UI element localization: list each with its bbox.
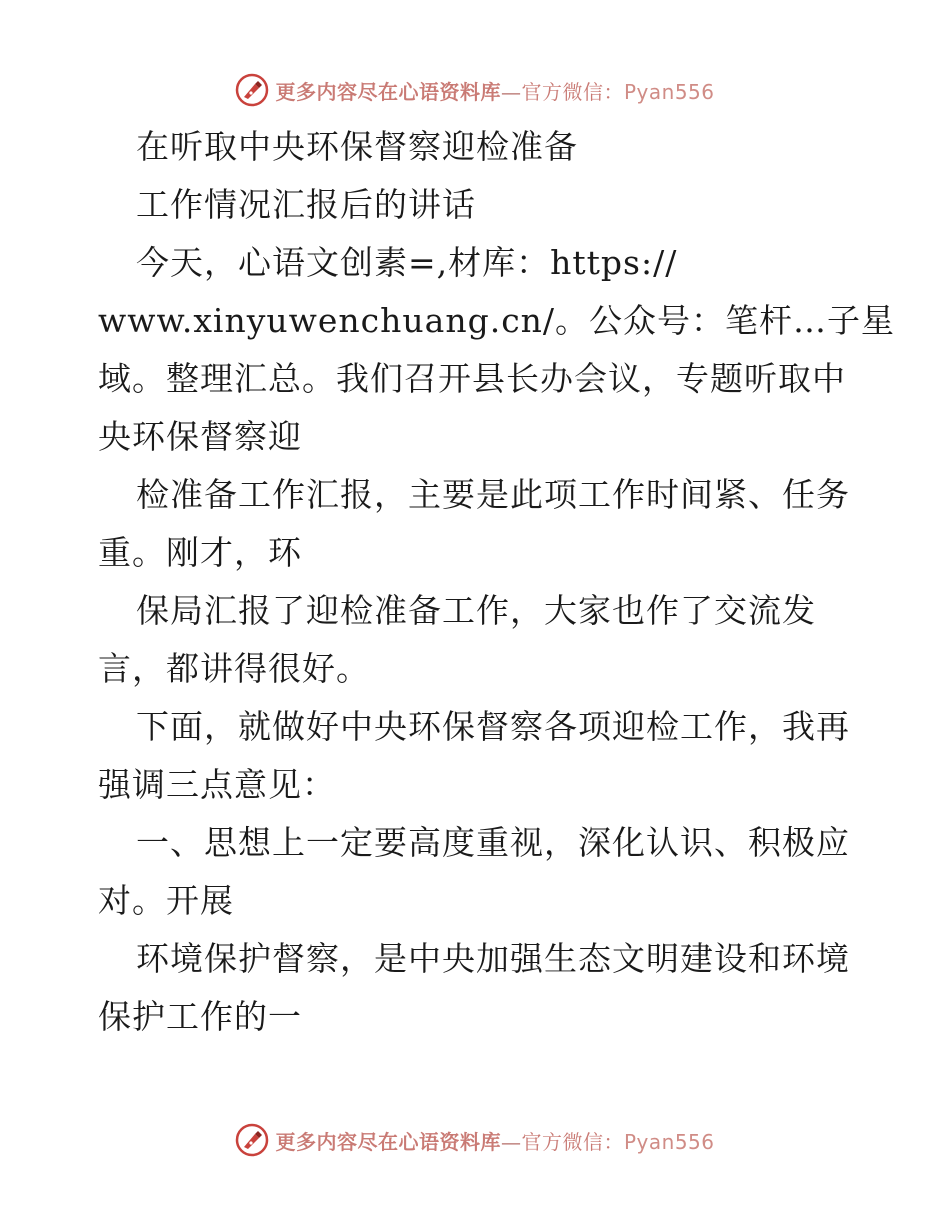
paragraph-line: 对。开展 bbox=[98, 881, 234, 920]
watermark-text bbox=[275, 1126, 714, 1155]
watermark-dash: — bbox=[500, 79, 522, 104]
paragraph-line: www.xinyuwenchuang.cn/。公众号：笔杆…子星 bbox=[98, 301, 896, 340]
paragraph-line: 保护工作的一 bbox=[98, 997, 302, 1036]
paragraph-line: 检准备工作汇报，主要是此项工作时间紧、任务 bbox=[136, 475, 850, 514]
footer-watermark bbox=[0, 1120, 950, 1160]
header-watermark bbox=[0, 70, 950, 110]
watermark-text bbox=[275, 76, 714, 105]
pen-nib-logo-icon bbox=[235, 73, 269, 107]
paragraph-line: 一、思想上一定要高度重视，深化认识、积极应 bbox=[136, 823, 850, 862]
paragraph-line: 今天，心语文创素=,材库：https:// bbox=[136, 243, 678, 282]
paragraph-line: 强调三点意见： bbox=[98, 765, 336, 804]
pen-nib-logo-icon bbox=[235, 1123, 269, 1157]
title-line-2: 工作情况汇报后的讲话 bbox=[136, 185, 476, 224]
watermark-brand: 更多内容尽在心语资料库 bbox=[275, 1129, 501, 1154]
paragraph-line: 重。刚才，环 bbox=[98, 533, 302, 572]
paragraph-lines bbox=[98, 234, 896, 1046]
paragraph-line: 环境保护督察，是中央加强生态文明建设和环境 bbox=[136, 939, 850, 978]
watermark-brand: 更多内容尽在心语资料库 bbox=[275, 79, 501, 104]
watermark-wechat-label: 官方微信： bbox=[521, 79, 624, 104]
title-line-1: 在听取中央环保督察迎检准备 bbox=[136, 127, 578, 166]
paragraph-line: 保局汇报了迎检准备工作，大家也作了交流发 bbox=[136, 591, 816, 630]
paragraph-line: 下面，就做好中央环保督察各项迎检工作，我再 bbox=[136, 707, 850, 746]
watermark-wechat-id: Pyan556 bbox=[623, 1129, 715, 1154]
watermark-dash: — bbox=[500, 1129, 522, 1154]
document-body bbox=[98, 118, 896, 1046]
paragraph-line: 央环保督察迎 bbox=[98, 417, 302, 456]
paragraph-line: 域。整理汇总。我们召开县长办会议，专题听取中 bbox=[98, 359, 846, 398]
watermark-wechat-label: 官方微信： bbox=[521, 1129, 624, 1154]
paragraph-line: 言，都讲得很好。 bbox=[98, 649, 370, 688]
watermark-wechat-id: Pyan556 bbox=[623, 79, 715, 104]
